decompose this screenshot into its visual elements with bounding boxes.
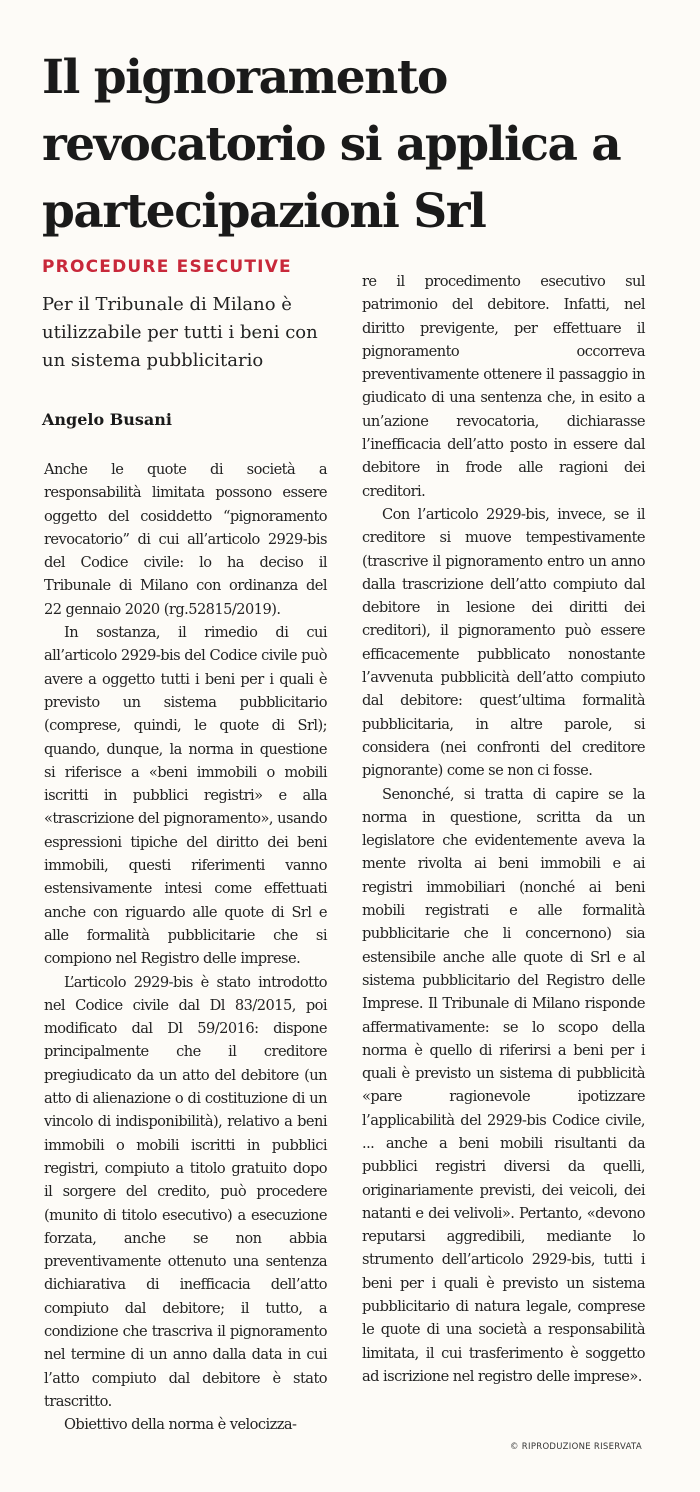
- paragraph-1: Anche le quote di società a responsabilità limitata possono essere oggetto del cosiddetto “pignoramento revocatorio” di cui all’articolo 2929-bis del Codice civile: lo ha deciso il Tribunale di Milano con ordinanza del 22 gennaio 2020 (rg.52815/2019).: [44, 461, 327, 618]
- text-column-right: [362, 270, 645, 1388]
- summary: Per il Tribunale di Milano è utilizzabile per tutti i beni con un sistema pubblicitario: [42, 294, 318, 371]
- paragraph-3: L’articolo 2929-bis è stato introdotto nel Codice civile dal Dl 83/2015, poi modificato dal Dl 59/2016: dispone principalmente che il creditore pregiudicato da un atto del debitore (un atto di alienazione o di costituzione di un vincolo di indisponibilità), relativo a beni immobili o mobili iscritti in pubblici registri, compiuto a titolo gratuito dopo il sorgere del credito, può procedere (munito di titolo esecutivo) a esecuzione forzata, anche se non abbia preventivamente ottenuto una sentenza dichiarativa di inefficacia dell’atto compiuto dal debitore; il tutto, a condizione che trascriva il pignoramento nel termine di un anno dalla data in cui l’atto compiuto dal debitore è stato trascritto.: [44, 973, 327, 1410]
- section-kicker: PROCEDURE ESECUTIVE: [42, 257, 292, 277]
- paragraph-5: Con l’articolo 2929-bis, invece, se il creditore si muove tempestivamente (trascrive il pignoramento entro un anno dalla trascrizione dell’atto compiuto dal debitore in lesione dei diritti dei creditori), il pignoramento può essere efficacemente pubblicato nonostante l’avvenuta pubblicità dell’atto compiuto dal debitore: quest’ultima formalità pubblicitaria, in altre parole, si considera (nei confronti del creditore pignorante) come se non ci fosse.: [362, 505, 645, 780]
- copyright-notice: © RIPRODUZIONE RISERVATA: [510, 1442, 642, 1452]
- headline: Il pignoramento revocatorio si applica a partecipazioni Srl: [42, 50, 621, 239]
- paragraph-4-start: Obiettivo della norma è velocizza-: [64, 1416, 297, 1434]
- paragraph-4-end: re il procedimento esecutivo sul patrimonio del debitore. Infatti, nel diritto previgente, per effettuare il pignoramento occorreva preventivamente ottenere il passaggio in giudicato di una sentenza che, in esito a un’azione revocatoria, dichiarasse l’inefficacia dell’atto posto in essere dal debitore in frode alle ragioni dei creditori.: [362, 273, 645, 500]
- paragraph-6: Senonché, si tratta di capire se la norma in questione, scritta da un legislatore che evidentemente aveva la mente rivolta ai beni immobili e ai registri immobiliari (nonché ai beni mobili registrati e alle formalità pubblicitarie che li concernono) sia estensibile anche alle quote di Srl e al sistema pubblicitario del Registro delle Imprese. Il Tribunale di Milano risponde affermativamente: se lo scopo della norma è quello di riferirsi a beni per i quali è previsto un sistema di pubblicità «pare ragionevole ipotizzare l’applicabilità del 2929-bis Codice civile, ... anche a beni mobili risultanti da pubblici registri diversi da quelli, originariamente previsti, dei veicoli, dei natanti e dei velivoli». Pertanto, «devono reputarsi aggredibili, mediante lo strumento dell’articolo 2929-bis, tutti i beni per i quali è previsto un sistema pubblicitario di natura legale, comprese le quote di una società a responsabilità limitata, il cui trasferimento è soggetto ad iscrizione nel registro delle imprese».: [362, 785, 645, 1385]
- text-column-left: [44, 458, 327, 1436]
- author-byline: Angelo Busani: [42, 410, 172, 429]
- paragraph-2: In sostanza, il rimedio di cui all’articolo 2929-bis del Codice civile può avere a oggetto tutti i beni per i quali è previsto un sistema pubblicitario (comprese, quindi, le quote di Srl); quando, dunque, la norma in questione si riferisce a «beni immobili o mobili iscritti in pubblici registri» e alla «trascrizione del pignoramento», usando espressioni tipiche del diritto dei beni immobili, questi riferimenti vanno estensivamente intesi come effettuati anche con riguardo alle quote di Srl e alle formalità pubblicitarie che si compiono nel Registro delle imprese.: [44, 624, 327, 968]
